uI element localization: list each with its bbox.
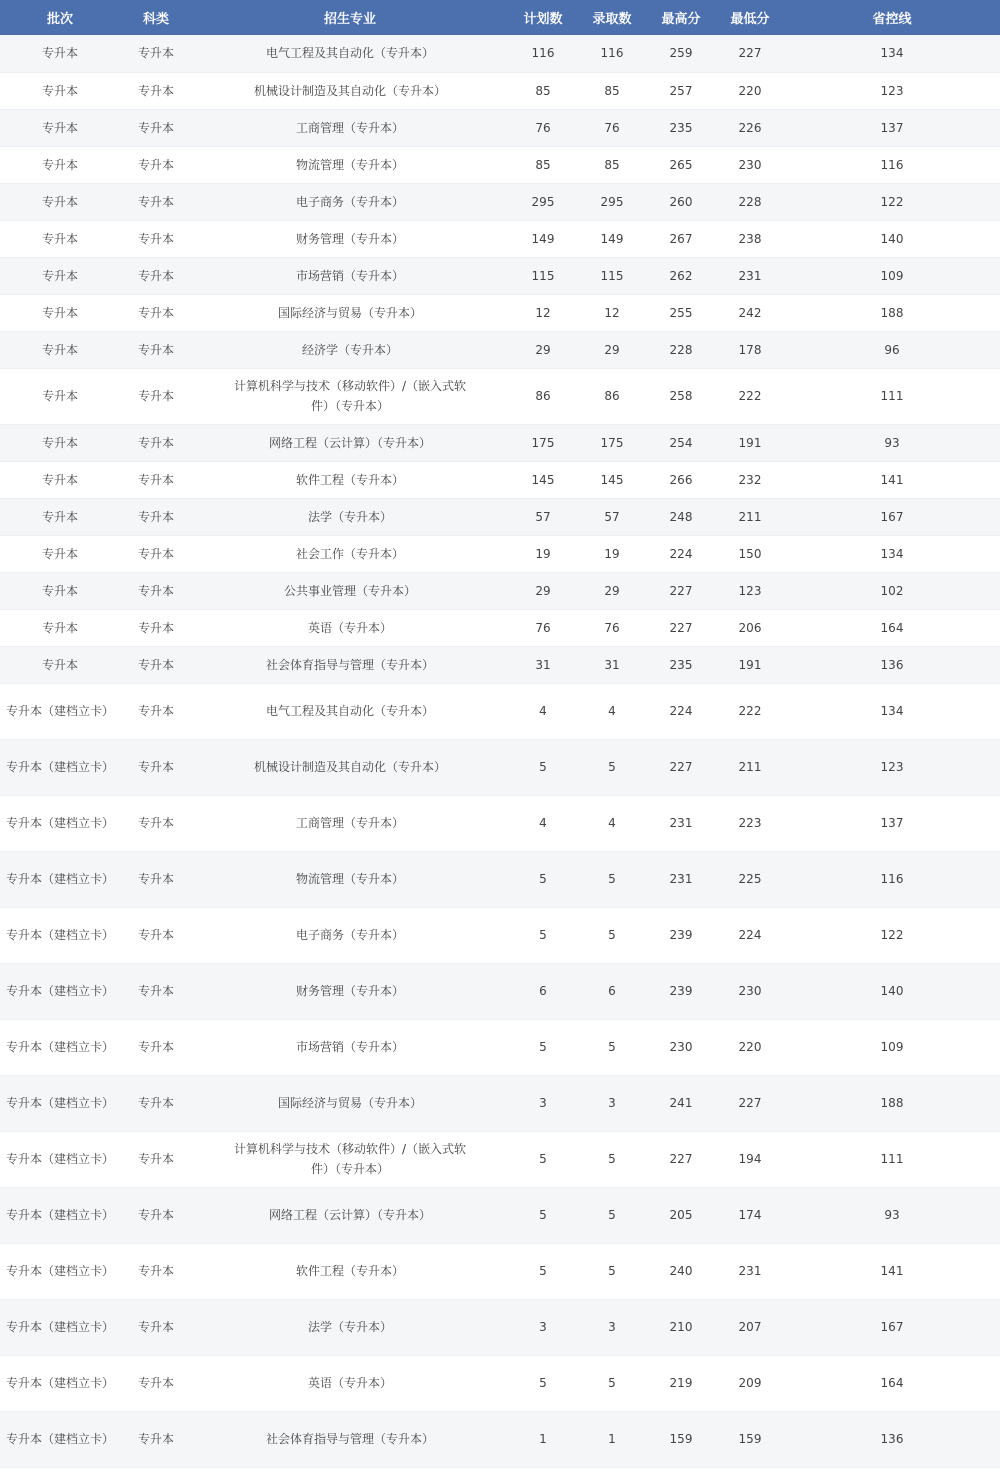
cell-max-score: 230: [646, 1019, 716, 1075]
cell-major: 计算机科学与技术（移动软件）/（嵌入式软件）（专升本）: [192, 368, 508, 424]
cell-control-line: 111: [784, 368, 1000, 424]
cell-admitted: 12: [578, 294, 646, 331]
cell-batch: 专升本: [0, 535, 120, 572]
cell-max-score: 254: [646, 424, 716, 461]
cell-control-line: 134: [784, 35, 1000, 72]
cell-batch: 专升本（建档立卡）: [0, 851, 120, 907]
cell-planned: 5: [508, 907, 578, 963]
cell-max-score: 231: [646, 851, 716, 907]
cell-control-line: 111: [784, 1131, 1000, 1187]
cell-batch: 专升本: [0, 257, 120, 294]
cell-major: 软件工程（专升本）: [192, 1243, 508, 1299]
cell-min-score: 232: [716, 461, 784, 498]
cell-major: 财务管理（专升本）: [192, 963, 508, 1019]
cell-control-line: 122: [784, 183, 1000, 220]
cell-max-score: 219: [646, 1355, 716, 1411]
header-planned: 计划数: [508, 0, 578, 35]
cell-control-line: 167: [784, 498, 1000, 535]
cell-admitted: 29: [578, 331, 646, 368]
cell-min-score: 242: [716, 294, 784, 331]
cell-max-score: 227: [646, 609, 716, 646]
table-row: [0, 535, 1000, 572]
cell-admitted: 5: [578, 1355, 646, 1411]
cell-control-line: 116: [784, 146, 1000, 183]
cell-batch: 专升本: [0, 35, 120, 72]
cell-major: 工商管理（专升本）: [192, 109, 508, 146]
cell-batch: 专升本（建档立卡）: [0, 1187, 120, 1243]
cell-min-score: 211: [716, 498, 784, 535]
cell-planned: 145: [508, 461, 578, 498]
cell-min-score: 228: [716, 183, 784, 220]
cell-category: 专升本: [120, 795, 192, 851]
cell-batch: 专升本: [0, 461, 120, 498]
table-row: [0, 72, 1000, 109]
cell-admitted: 295: [578, 183, 646, 220]
cell-category: 专升本: [120, 72, 192, 109]
cell-control-line: 122: [784, 907, 1000, 963]
cell-planned: 5: [508, 851, 578, 907]
table-row: [0, 1243, 1000, 1299]
cell-planned: 12: [508, 294, 578, 331]
table-row: [0, 572, 1000, 609]
cell-admitted: 85: [578, 72, 646, 109]
cell-control-line: 116: [784, 851, 1000, 907]
table-body: [0, 35, 1000, 1467]
cell-major: 软件工程（专升本）: [192, 461, 508, 498]
cell-admitted: 115: [578, 257, 646, 294]
cell-min-score: 230: [716, 963, 784, 1019]
cell-admitted: 149: [578, 220, 646, 257]
cell-planned: 5: [508, 739, 578, 795]
cell-max-score: 239: [646, 963, 716, 1019]
cell-category: 专升本: [120, 1019, 192, 1075]
cell-planned: 175: [508, 424, 578, 461]
header-max-score: 最高分: [646, 0, 716, 35]
cell-category: 专升本: [120, 1243, 192, 1299]
cell-batch: 专升本（建档立卡）: [0, 795, 120, 851]
table-header-row: [0, 0, 1000, 35]
header-admitted: 录取数: [578, 0, 646, 35]
cell-major: 法学（专升本）: [192, 1299, 508, 1355]
cell-admitted: 76: [578, 109, 646, 146]
cell-control-line: 136: [784, 1411, 1000, 1467]
cell-category: 专升本: [120, 572, 192, 609]
cell-planned: 5: [508, 1355, 578, 1411]
cell-max-score: 210: [646, 1299, 716, 1355]
cell-control-line: 109: [784, 1019, 1000, 1075]
cell-major: 财务管理（专升本）: [192, 220, 508, 257]
cell-category: 专升本: [120, 257, 192, 294]
cell-batch: 专升本: [0, 646, 120, 683]
cell-category: 专升本: [120, 609, 192, 646]
cell-max-score: 224: [646, 683, 716, 739]
cell-min-score: 220: [716, 1019, 784, 1075]
cell-control-line: 140: [784, 963, 1000, 1019]
cell-admitted: 76: [578, 609, 646, 646]
cell-admitted: 31: [578, 646, 646, 683]
cell-category: 专升本: [120, 331, 192, 368]
cell-planned: 5: [508, 1019, 578, 1075]
cell-planned: 29: [508, 572, 578, 609]
cell-control-line: 188: [784, 294, 1000, 331]
cell-max-score: 235: [646, 109, 716, 146]
cell-max-score: 159: [646, 1411, 716, 1467]
cell-admitted: 19: [578, 535, 646, 572]
table-row: [0, 146, 1000, 183]
cell-control-line: 109: [784, 257, 1000, 294]
cell-min-score: 222: [716, 368, 784, 424]
cell-batch: 专升本（建档立卡）: [0, 963, 120, 1019]
cell-batch: 专升本（建档立卡）: [0, 1355, 120, 1411]
cell-min-score: 206: [716, 609, 784, 646]
table-row: [0, 1299, 1000, 1355]
cell-batch: 专升本: [0, 572, 120, 609]
cell-min-score: 220: [716, 72, 784, 109]
cell-category: 专升本: [120, 368, 192, 424]
cell-control-line: 102: [784, 572, 1000, 609]
cell-min-score: 226: [716, 109, 784, 146]
cell-admitted: 5: [578, 1187, 646, 1243]
cell-min-score: 225: [716, 851, 784, 907]
cell-batch: 专升本（建档立卡）: [0, 1411, 120, 1467]
cell-category: 专升本: [120, 907, 192, 963]
cell-max-score: 248: [646, 498, 716, 535]
table-row: [0, 1131, 1000, 1187]
cell-admitted: 1: [578, 1411, 646, 1467]
table-row: [0, 294, 1000, 331]
cell-admitted: 57: [578, 498, 646, 535]
cell-batch: 专升本（建档立卡）: [0, 1019, 120, 1075]
cell-planned: 116: [508, 35, 578, 72]
cell-max-score: 235: [646, 646, 716, 683]
cell-control-line: 134: [784, 683, 1000, 739]
cell-admitted: 5: [578, 1243, 646, 1299]
cell-admitted: 4: [578, 683, 646, 739]
cell-control-line: 141: [784, 461, 1000, 498]
cell-planned: 85: [508, 146, 578, 183]
table-row: [0, 220, 1000, 257]
cell-control-line: 188: [784, 1075, 1000, 1131]
cell-control-line: 93: [784, 424, 1000, 461]
cell-major: 电子商务（专升本）: [192, 183, 508, 220]
cell-major: 电气工程及其自动化（专升本）: [192, 683, 508, 739]
cell-batch: 专升本: [0, 294, 120, 331]
table-row: [0, 1187, 1000, 1243]
cell-min-score: 227: [716, 1075, 784, 1131]
cell-category: 专升本: [120, 461, 192, 498]
cell-min-score: 209: [716, 1355, 784, 1411]
cell-category: 专升本: [120, 1411, 192, 1467]
table-row: [0, 1075, 1000, 1131]
table-row: [0, 257, 1000, 294]
header-control-line: 省控线: [784, 0, 1000, 35]
cell-admitted: 85: [578, 146, 646, 183]
cell-batch: 专升本（建档立卡）: [0, 739, 120, 795]
cell-batch: 专升本（建档立卡）: [0, 1243, 120, 1299]
cell-planned: 5: [508, 1187, 578, 1243]
cell-planned: 76: [508, 609, 578, 646]
cell-major: 社会体育指导与管理（专升本）: [192, 646, 508, 683]
cell-category: 专升本: [120, 1075, 192, 1131]
cell-planned: 57: [508, 498, 578, 535]
cell-category: 专升本: [120, 1355, 192, 1411]
cell-min-score: 174: [716, 1187, 784, 1243]
table-row: [0, 109, 1000, 146]
cell-planned: 5: [508, 1243, 578, 1299]
table-row: [0, 331, 1000, 368]
cell-max-score: 258: [646, 368, 716, 424]
cell-major: 市场营销（专升本）: [192, 1019, 508, 1075]
cell-major: 网络工程（云计算）（专升本）: [192, 424, 508, 461]
table-row: [0, 963, 1000, 1019]
cell-batch: 专升本: [0, 498, 120, 535]
cell-min-score: 227: [716, 35, 784, 72]
cell-batch: 专升本（建档立卡）: [0, 1299, 120, 1355]
cell-major: 物流管理（专升本）: [192, 146, 508, 183]
cell-planned: 5: [508, 1131, 578, 1187]
cell-control-line: 137: [784, 795, 1000, 851]
cell-max-score: 239: [646, 907, 716, 963]
cell-major: 英语（专升本）: [192, 609, 508, 646]
table-row: [0, 851, 1000, 907]
cell-control-line: 134: [784, 535, 1000, 572]
cell-max-score: 259: [646, 35, 716, 72]
cell-admitted: 175: [578, 424, 646, 461]
cell-max-score: 265: [646, 146, 716, 183]
table-row: [0, 183, 1000, 220]
cell-major: 市场营销（专升本）: [192, 257, 508, 294]
cell-planned: 115: [508, 257, 578, 294]
cell-major: 计算机科学与技术（移动软件）/（嵌入式软件）（专升本）: [192, 1131, 508, 1187]
cell-planned: 29: [508, 331, 578, 368]
cell-major: 国际经济与贸易（专升本）: [192, 294, 508, 331]
cell-major: 机械设计制造及其自动化（专升本）: [192, 739, 508, 795]
cell-admitted: 6: [578, 963, 646, 1019]
cell-min-score: 191: [716, 424, 784, 461]
cell-min-score: 238: [716, 220, 784, 257]
table-row: [0, 646, 1000, 683]
cell-category: 专升本: [120, 146, 192, 183]
cell-planned: 295: [508, 183, 578, 220]
table-row: [0, 609, 1000, 646]
cell-category: 专升本: [120, 963, 192, 1019]
cell-control-line: 137: [784, 109, 1000, 146]
cell-batch: 专升本: [0, 368, 120, 424]
cell-max-score: 227: [646, 739, 716, 795]
cell-control-line: 123: [784, 72, 1000, 109]
cell-planned: 86: [508, 368, 578, 424]
cell-category: 专升本: [120, 498, 192, 535]
cell-batch: 专升本（建档立卡）: [0, 1075, 120, 1131]
cell-min-score: 211: [716, 739, 784, 795]
cell-admitted: 5: [578, 851, 646, 907]
cell-max-score: 228: [646, 331, 716, 368]
cell-category: 专升本: [120, 1131, 192, 1187]
cell-min-score: 230: [716, 146, 784, 183]
header-category: 科类: [120, 0, 192, 35]
cell-major: 电气工程及其自动化（专升本）: [192, 35, 508, 72]
cell-max-score: 224: [646, 535, 716, 572]
table-row: [0, 498, 1000, 535]
cell-min-score: 123: [716, 572, 784, 609]
cell-min-score: 159: [716, 1411, 784, 1467]
table-row: [0, 1411, 1000, 1467]
cell-batch: 专升本（建档立卡）: [0, 907, 120, 963]
cell-control-line: 123: [784, 739, 1000, 795]
cell-max-score: 260: [646, 183, 716, 220]
cell-batch: 专升本: [0, 220, 120, 257]
cell-category: 专升本: [120, 851, 192, 907]
cell-control-line: 140: [784, 220, 1000, 257]
cell-planned: 85: [508, 72, 578, 109]
cell-planned: 1: [508, 1411, 578, 1467]
cell-major: 经济学（专升本）: [192, 331, 508, 368]
cell-category: 专升本: [120, 1187, 192, 1243]
cell-major: 网络工程（云计算）（专升本）: [192, 1187, 508, 1243]
table-row: [0, 739, 1000, 795]
header-batch: 批次: [0, 0, 120, 35]
cell-control-line: 167: [784, 1299, 1000, 1355]
table-row: [0, 795, 1000, 851]
cell-major: 机械设计制造及其自动化（专升本）: [192, 72, 508, 109]
cell-min-score: 178: [716, 331, 784, 368]
cell-planned: 31: [508, 646, 578, 683]
cell-max-score: 262: [646, 257, 716, 294]
cell-max-score: 255: [646, 294, 716, 331]
table-row: [0, 907, 1000, 963]
table-row: [0, 1355, 1000, 1411]
cell-max-score: 266: [646, 461, 716, 498]
table-row: [0, 1019, 1000, 1075]
cell-min-score: 222: [716, 683, 784, 739]
cell-admitted: 29: [578, 572, 646, 609]
cell-major: 电子商务（专升本）: [192, 907, 508, 963]
cell-max-score: 241: [646, 1075, 716, 1131]
cell-category: 专升本: [120, 183, 192, 220]
cell-control-line: 164: [784, 1355, 1000, 1411]
cell-category: 专升本: [120, 646, 192, 683]
table-row: [0, 368, 1000, 424]
cell-admitted: 4: [578, 795, 646, 851]
cell-admitted: 3: [578, 1299, 646, 1355]
cell-admitted: 116: [578, 35, 646, 72]
cell-control-line: 96: [784, 331, 1000, 368]
cell-max-score: 267: [646, 220, 716, 257]
cell-min-score: 231: [716, 257, 784, 294]
cell-min-score: 224: [716, 907, 784, 963]
cell-min-score: 191: [716, 646, 784, 683]
cell-batch: 专升本: [0, 146, 120, 183]
cell-batch: 专升本（建档立卡）: [0, 683, 120, 739]
cell-control-line: 93: [784, 1187, 1000, 1243]
cell-major: 公共事业管理（专升本）: [192, 572, 508, 609]
cell-batch: 专升本: [0, 331, 120, 368]
cell-category: 专升本: [120, 535, 192, 572]
cell-control-line: 164: [784, 609, 1000, 646]
cell-batch: 专升本: [0, 609, 120, 646]
cell-planned: 19: [508, 535, 578, 572]
cell-major: 国际经济与贸易（专升本）: [192, 1075, 508, 1131]
cell-min-score: 150: [716, 535, 784, 572]
cell-major: 工商管理（专升本）: [192, 795, 508, 851]
cell-batch: 专升本: [0, 183, 120, 220]
cell-category: 专升本: [120, 294, 192, 331]
cell-admitted: 3: [578, 1075, 646, 1131]
table-row: [0, 683, 1000, 739]
cell-admitted: 145: [578, 461, 646, 498]
cell-category: 专升本: [120, 109, 192, 146]
cell-planned: 3: [508, 1299, 578, 1355]
header-major: 招生专业: [192, 0, 508, 35]
cell-planned: 76: [508, 109, 578, 146]
table-row: [0, 424, 1000, 461]
cell-admitted: 5: [578, 907, 646, 963]
cell-min-score: 194: [716, 1131, 784, 1187]
cell-planned: 3: [508, 1075, 578, 1131]
cell-admitted: 5: [578, 739, 646, 795]
cell-control-line: 136: [784, 646, 1000, 683]
table-row: [0, 461, 1000, 498]
cell-category: 专升本: [120, 220, 192, 257]
cell-min-score: 223: [716, 795, 784, 851]
cell-max-score: 227: [646, 1131, 716, 1187]
cell-major: 社会体育指导与管理（专升本）: [192, 1411, 508, 1467]
cell-max-score: 257: [646, 72, 716, 109]
cell-planned: 6: [508, 963, 578, 1019]
cell-planned: 4: [508, 795, 578, 851]
cell-max-score: 205: [646, 1187, 716, 1243]
cell-control-line: 141: [784, 1243, 1000, 1299]
cell-planned: 149: [508, 220, 578, 257]
cell-batch: 专升本（建档立卡）: [0, 1131, 120, 1187]
cell-admitted: 86: [578, 368, 646, 424]
cell-major: 社会工作（专升本）: [192, 535, 508, 572]
cell-min-score: 207: [716, 1299, 784, 1355]
table-row: [0, 35, 1000, 72]
cell-category: 专升本: [120, 1299, 192, 1355]
cell-admitted: 5: [578, 1019, 646, 1075]
cell-category: 专升本: [120, 683, 192, 739]
cell-batch: 专升本: [0, 72, 120, 109]
cell-max-score: 227: [646, 572, 716, 609]
cell-batch: 专升本: [0, 109, 120, 146]
cell-admitted: 5: [578, 1131, 646, 1187]
cell-max-score: 240: [646, 1243, 716, 1299]
cell-min-score: 231: [716, 1243, 784, 1299]
cell-category: 专升本: [120, 424, 192, 461]
cell-planned: 4: [508, 683, 578, 739]
cell-major: 物流管理（专升本）: [192, 851, 508, 907]
header-min-score: 最低分: [716, 0, 784, 35]
cell-max-score: 231: [646, 795, 716, 851]
cell-major: 英语（专升本）: [192, 1355, 508, 1411]
cell-major: 法学（专升本）: [192, 498, 508, 535]
cell-category: 专升本: [120, 739, 192, 795]
cell-batch: 专升本: [0, 424, 120, 461]
cell-category: 专升本: [120, 35, 192, 72]
